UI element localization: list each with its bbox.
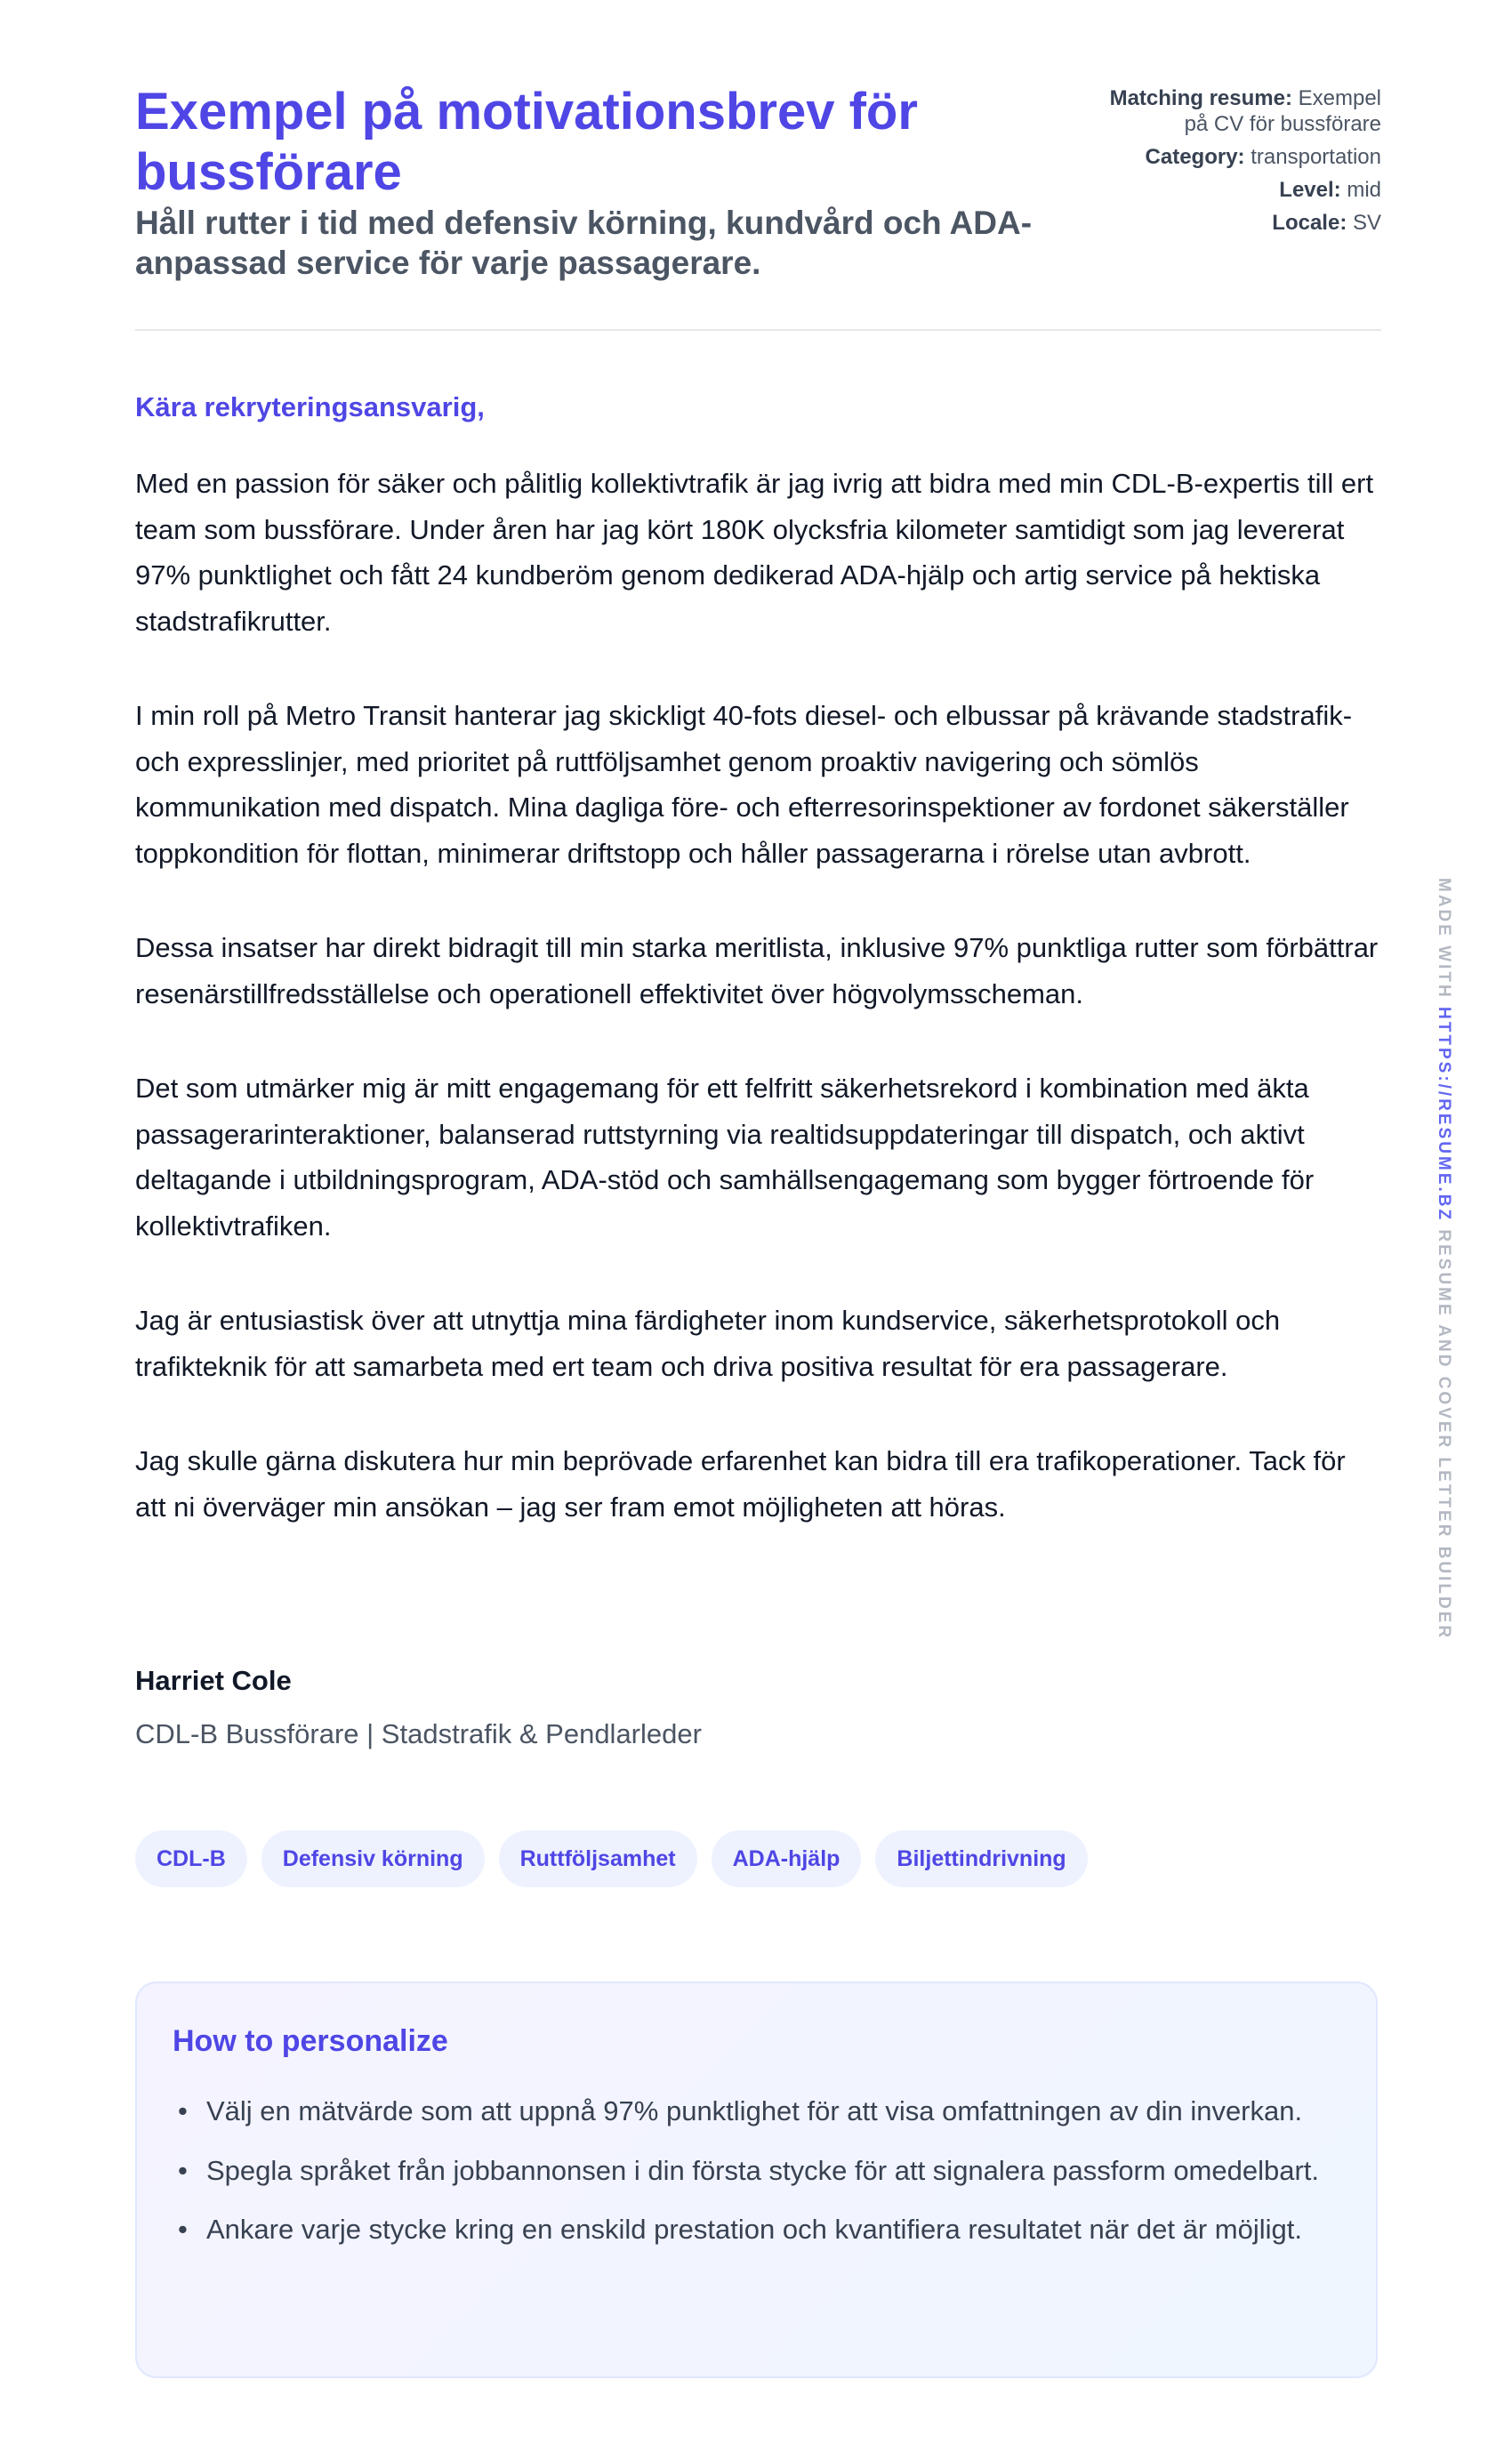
credit-link[interactable]: HTTPS://RESUME.BZ — [1435, 1007, 1453, 1223]
tips-title: How to personalize — [173, 2024, 448, 2058]
letter-paragraph: Jag skulle gärna diskutera hur min beprövade erfarenhet kan bidra till era trafikoperationer. Tack för att ni överväger min ansökan – jag ser fram emot möjligheten att höras. — [135, 1445, 1346, 1523]
skill-tag: ADA-hjälp — [712, 1830, 862, 1887]
signature-name: Harriet Cole — [135, 1665, 292, 1696]
meta-matching-resume-label: Matching resume: — [1109, 86, 1292, 110]
tip-text: Spegla språket från jobbannonsen i din första stycke för att signalera passform omedelbart. — [206, 2154, 1320, 2186]
meta-category-label: Category: — [1145, 145, 1245, 169]
page-title: Exempel på motivationsbrev för bussförare — [135, 83, 918, 201]
signature-title: CDL-B Bussförare | Stadstrafik & Pendlarleder — [135, 1718, 702, 1749]
skill-tag: CDL-B — [135, 1830, 247, 1887]
tip-item — [173, 2148, 1347, 2194]
credit-prefix: MADE WITH — [1435, 878, 1453, 1000]
tips-list — [173, 2088, 1347, 2266]
header — [135, 0, 1381, 331]
letter-paragraph: I min roll på Metro Transit hanterar jag skickligt 40-fots diesel- och elbussar på krävande stadstrafik- och expresslinjer, med prioritet på ruttföljsamhet genom proaktiv navigering och sömlös kommunikation med dispatch. Mina dagliga före- och efterresorinspektioner av fordonet säkerställer toppkondition för flottan, minimerar driftstopp och håller passagerarna i rörelse utan avbrott. — [135, 700, 1353, 869]
bullet-icon: • — [178, 2095, 188, 2126]
credit-suffix: RESUME AND COVER LETTER BUILDER — [1435, 1229, 1453, 1641]
tip-text: Välj en mätvärde som att uppnå 97% punktlighet för att visa omfattningen av din inverkan. — [206, 2095, 1303, 2126]
letter-body — [135, 461, 1381, 1579]
page-subtitle: Håll rutter i tid med defensiv körning, kundvård och ADA-anpassad service för varje passagerare. — [135, 205, 1033, 281]
letter-paragraph: Jag är entusiastisk över att utnyttja mina färdigheter inom kundservice, säkerhetsprotokoll och trafikteknik för att samarbeta med ert team och driva positiva resultat för era passagerare. — [135, 1305, 1281, 1382]
skill-tag: Biljettindrivning — [875, 1830, 1087, 1887]
meta-matching-resume-value: Exempel på CV för bussförare — [1184, 86, 1381, 136]
side-credit — [1434, 878, 1453, 1641]
meta-category — [1088, 144, 1381, 170]
personalize-tips-box — [135, 1982, 1378, 2378]
meta-matching-resume — [1088, 85, 1381, 137]
tip-item — [173, 2207, 1347, 2253]
skill-tag: Ruttföljsamhet — [499, 1830, 697, 1887]
bullet-icon: • — [178, 2154, 188, 2186]
meta-level-label: Level: — [1279, 178, 1341, 202]
meta-locale-value: SV — [1352, 211, 1381, 235]
letter-greeting: Kära rekryteringsansvarig, — [135, 391, 485, 422]
meta-category-value: transportation — [1251, 145, 1381, 169]
letter-paragraph: Dessa insatser har direkt bidragit till min starka meritlista, inklusive 97% punktliga rutter som förbättrar resenärstillfredsställelse och operationell effektivitet över högvolymsscheman. — [135, 932, 1379, 1009]
meta-locale-label: Locale: — [1272, 211, 1347, 235]
meta-level-value: mid — [1347, 178, 1381, 202]
skill-tags — [135, 1830, 1088, 1887]
skill-tag: Defensiv körning — [261, 1830, 485, 1887]
tip-item — [173, 2088, 1347, 2134]
meta-level — [1088, 177, 1381, 203]
letter-paragraph: Det som utmärker mig är mitt engagemang för ett felfritt säkerhetsrekord i kombination med äkta passagerarinteraktioner, balanserad ruttstyrning via realtidsuppdateringar till dispatch, och aktivt deltagande i utbildningsprogram, ADA-stöd och samhällsengagemang som bygger förtroende för kollektivtrafiken. — [135, 1073, 1315, 1242]
tip-text: Ankare varje stycke kring en enskild prestation och kvantifiera resultatet när det är möjligt. — [206, 2214, 1302, 2245]
meta-locale — [1088, 210, 1381, 236]
letter-paragraph: Med en passion för säker och pålitlig kollektivtrafik är jag ivrig att bidra med min CDL-B-expertis till ert team som bussförare. Under åren har jag kört 180K olycksfria kilometer samtidigt som jag levererat 97% punktlighet och fått 24 kundberöm genom dedikerad ADA-hjälp och artig service på hektiska stadstrafikrutter. — [135, 468, 1374, 637]
cover-letter-page — [135, 0, 1381, 2245]
meta-info — [1088, 85, 1381, 243]
bullet-icon: • — [178, 2214, 188, 2245]
